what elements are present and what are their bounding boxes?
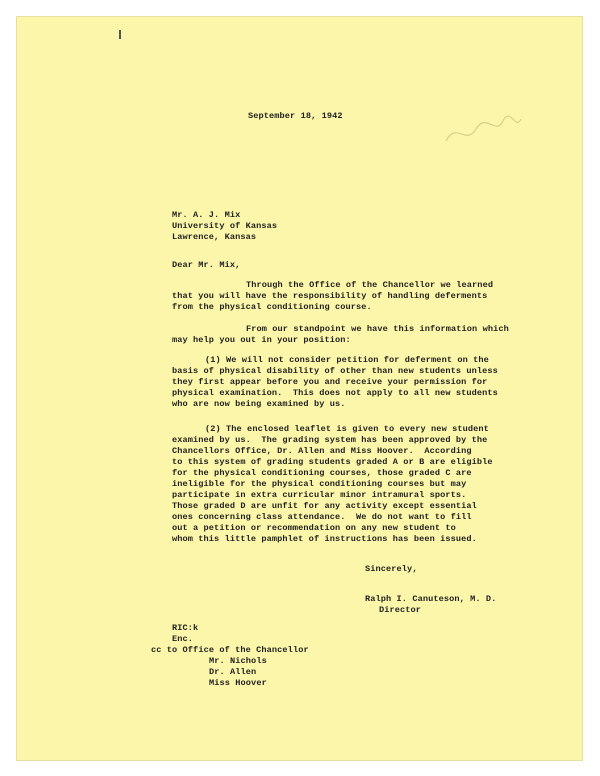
cc-item: Miss Hoover bbox=[209, 678, 267, 688]
text-line: participate in extra curricular minor intramural sports. bbox=[172, 490, 467, 500]
recipient-line: Mr. A. J. Mix bbox=[172, 210, 241, 220]
letter-page bbox=[16, 16, 583, 761]
signer-name: Ralph I. Canuteson, M. D. bbox=[365, 594, 497, 604]
text-line: they first appear before you and receive your permission for bbox=[172, 377, 488, 387]
text-line: Through the Office of the Chancellor we learned bbox=[246, 280, 494, 290]
text-line: may help you out in your position: bbox=[172, 335, 351, 345]
text-line: examined by us. The grading system has been approved by the bbox=[172, 435, 488, 445]
recipient-line: Lawrence, Kansas bbox=[172, 232, 257, 242]
text-line: physical examination. This does not apply to all new students bbox=[172, 388, 498, 398]
enclosure-note: Enc. bbox=[172, 634, 194, 644]
cc-label: cc to Office of the Chancellor bbox=[151, 645, 309, 655]
text-line: for the physical conditioning courses, those graded C are bbox=[172, 468, 472, 478]
text-line: ineligible for the physical conditioning courses but may bbox=[172, 479, 467, 489]
text-line: Those graded D are unfit for any activity except essential bbox=[172, 501, 477, 511]
pencil-annotation bbox=[441, 111, 526, 149]
text-line: basis of physical disability of other than new students unless bbox=[172, 366, 498, 376]
cc-item: Dr. Allen bbox=[209, 667, 257, 677]
text-line: from the physical conditioning course. bbox=[172, 302, 372, 312]
signer-title: Director bbox=[379, 605, 422, 615]
recipient-line: University of Kansas bbox=[172, 221, 278, 231]
salutation: Dear Mr. Mix, bbox=[172, 260, 241, 270]
typist-initials: RIC:k bbox=[172, 623, 199, 633]
text-line: whom this little pamphlet of instructions has been issued. bbox=[172, 534, 477, 544]
text-line: out a petition or recommendation on any new student to bbox=[172, 523, 456, 533]
closing: Sincerely, bbox=[365, 564, 418, 574]
cc-item: Mr. Nichols bbox=[209, 656, 267, 666]
letter-date: September 18, 1942 bbox=[248, 111, 343, 121]
text-line: From our standpoint we have this information which bbox=[246, 324, 509, 334]
text-line: Chancellors Office, Dr. Allen and Miss Hoover. According bbox=[172, 446, 472, 456]
text-line: (1) We will not consider petition for deferment on the bbox=[205, 355, 489, 365]
text-line: ones concerning class attendance. We do not want to fill bbox=[172, 512, 472, 522]
tick-mark bbox=[119, 30, 121, 39]
text-line: to this system of grading students graded A or B are eligible bbox=[172, 457, 493, 467]
text-line: who are now being examined by us. bbox=[172, 399, 346, 409]
text-line: that you will have the responsibility of handling deferments bbox=[172, 291, 488, 301]
text-line: (2) The enclosed leaflet is given to every new student bbox=[205, 424, 489, 434]
